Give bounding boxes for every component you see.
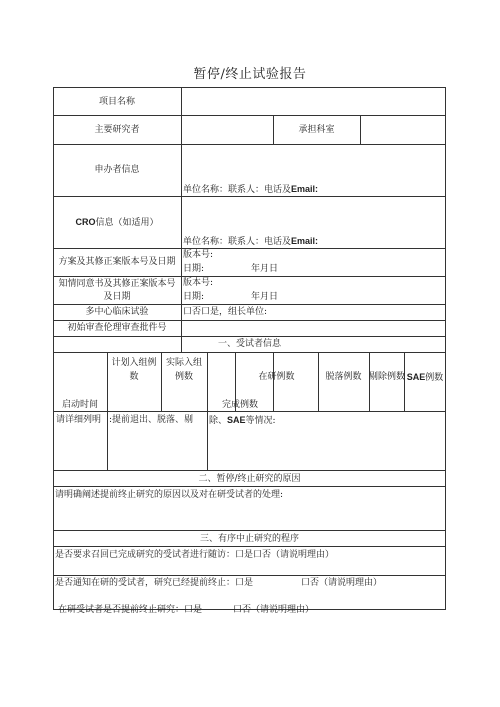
detail-instruction-1: 请详细列明 bbox=[56, 415, 102, 425]
sponsor-contact bbox=[183, 183, 318, 196]
detail-sae-abbr: SAE bbox=[227, 415, 246, 425]
recall-question: 是否要求召回已完成研究的受试者进行随访：口是口否（请说明理由） bbox=[55, 550, 335, 560]
col-divider bbox=[107, 352, 108, 470]
section2-title: 二、暂停/终止研究的原因 bbox=[198, 474, 301, 484]
cro-contact bbox=[183, 235, 318, 248]
row-divider bbox=[53, 470, 446, 471]
header-planned-2: 数 bbox=[129, 372, 139, 382]
cro-info-label bbox=[53, 216, 181, 229]
row-divider bbox=[53, 546, 446, 547]
header-actual-2: 例数 bbox=[174, 372, 193, 382]
cro-contact-text: 单位名称：联系人：电话及 bbox=[183, 237, 292, 247]
row-divider bbox=[53, 352, 446, 353]
header-dropped: 脱落例数 bbox=[325, 372, 362, 382]
cro-info-text: 信息（如适用） bbox=[95, 218, 159, 228]
header-start-time: 启动时间 bbox=[61, 400, 98, 410]
row-divider bbox=[53, 144, 446, 145]
sponsor-info-label: 申办者信息 bbox=[94, 165, 140, 175]
detail-etc-text: 等情况: bbox=[245, 416, 276, 426]
col-divider bbox=[207, 352, 208, 470]
early-termination-question: 在研受试者是否提前终止研究：口是 bbox=[58, 605, 203, 615]
detail-instruction-2: :提前退出、脱落、剔 bbox=[109, 415, 194, 425]
header-sae bbox=[404, 371, 446, 384]
sponsor-email-label: Email: bbox=[291, 184, 319, 194]
row-divider bbox=[53, 530, 446, 531]
col-divider bbox=[181, 87, 182, 352]
row-divider bbox=[53, 411, 446, 412]
project-name-label: 项目名称 bbox=[98, 97, 135, 107]
sponsor-contact-text: 单位名称：联系人：电话及 bbox=[183, 185, 292, 195]
section1-title: 一、受试者信息 bbox=[217, 339, 281, 349]
row-divider bbox=[53, 248, 446, 249]
protocol-date-field: 日期: bbox=[183, 264, 205, 274]
undertaking-dept-label: 承担科室 bbox=[298, 125, 335, 135]
early-termination-no-option: 口否（请说明理由） bbox=[233, 605, 315, 615]
section3-title: 三、有序中止研究的程序 bbox=[199, 534, 299, 544]
main-researcher-label: 主要研究者 bbox=[94, 125, 140, 135]
multicenter-label: 多中心临床试验 bbox=[85, 307, 149, 317]
consent-version-field: 版本号: bbox=[183, 278, 214, 288]
cro-abbr: CRO bbox=[75, 217, 96, 227]
consent-date-field: 日期: bbox=[183, 292, 205, 302]
row-divider bbox=[53, 336, 446, 337]
protocol-ymd: 年月日 bbox=[251, 264, 279, 274]
row-divider bbox=[53, 486, 446, 487]
consent-version-label: 知情同意书及其修正案版本号 bbox=[58, 279, 176, 289]
row-divider bbox=[53, 196, 446, 197]
consent-version-label-2: 及日期 bbox=[103, 292, 131, 302]
header-excluded: 剔除例数 bbox=[369, 372, 406, 382]
col-divider bbox=[360, 115, 361, 144]
notify-no-option: 口否（请说明理由） bbox=[301, 578, 383, 588]
notify-question: 是否通知在研的受试者，研究已经提前终止：口是 bbox=[55, 578, 254, 588]
row-divider bbox=[53, 320, 446, 321]
multicenter-options: 口否口是，组长单位: bbox=[183, 307, 268, 317]
header-in-study: 在研例数 bbox=[258, 372, 295, 382]
termination-reason-prompt: 请明确阐述提前终止研究的原因以及对在研受试者的处理: bbox=[55, 490, 284, 500]
detail-instruction-3 bbox=[209, 414, 276, 427]
ethics-approval-label: 初始审查伦理审查批件号 bbox=[67, 323, 167, 333]
detail-remove-text: 除、 bbox=[209, 416, 228, 426]
row-divider bbox=[53, 115, 446, 116]
header-actual: 实际入组 bbox=[165, 358, 202, 368]
page-title: 暂停/终止试验报告 bbox=[193, 67, 307, 82]
header-sae-text: 例数 bbox=[425, 373, 444, 383]
header-completed: 完成例数 bbox=[221, 400, 258, 410]
consent-ymd: 年月日 bbox=[251, 292, 279, 302]
header-planned: 计划入组例 bbox=[111, 358, 157, 368]
cro-email-label: Email: bbox=[291, 236, 319, 246]
protocol-version-field: 版本号: bbox=[183, 250, 214, 260]
protocol-version-label: 方案及其修正案版本号及日期 bbox=[58, 257, 176, 267]
row-divider bbox=[53, 276, 446, 277]
header-sae-abbr: SAE bbox=[406, 372, 426, 382]
row-divider bbox=[53, 304, 446, 305]
row-divider bbox=[53, 575, 446, 576]
